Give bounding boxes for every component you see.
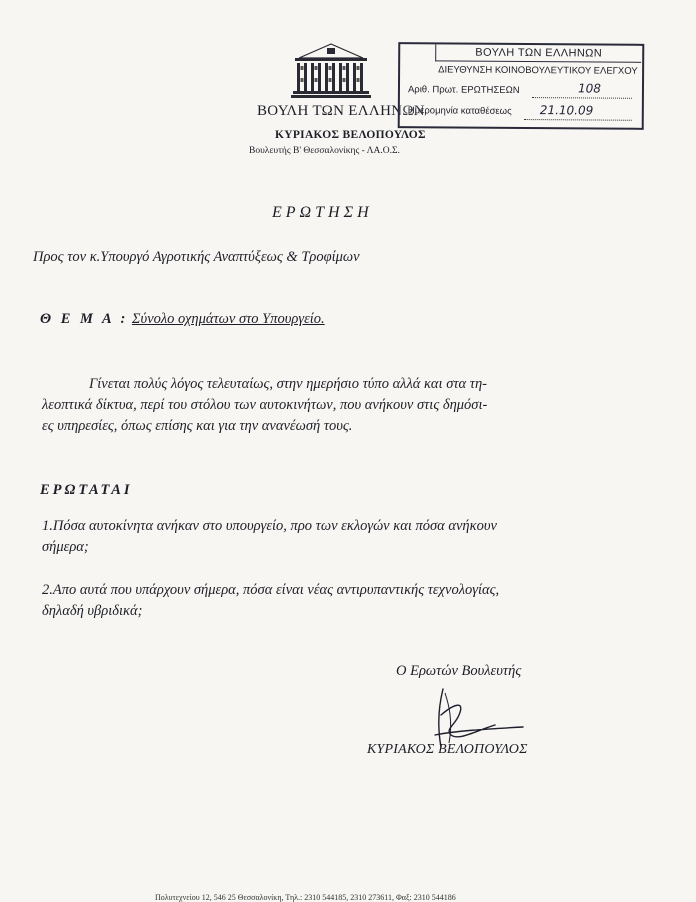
- body-paragraph: [42, 374, 632, 437]
- paragraph-line: λεοπτικά δίκτυα, περί του στόλου των αυτοκινήτων, που ανήκουν στις δημόσι-: [42, 397, 488, 413]
- stamp-directorate: ΔΙΕΥΘΥΝΣΗ ΚΟΙΝΟΒΟΥΛΕΥΤΙΚΟΥ ΕΛΕΓΧΟΥ: [438, 64, 638, 77]
- stamp-protocol-label: Αριθ. Πρωτ. ΕΡΩΤΗΣΕΩΝ: [407, 84, 520, 96]
- mp-name: ΚΥΡΙΑΚΟΣ ΒΕΛΟΠΟΥΛΟΣ: [275, 129, 426, 141]
- stamp-protocol-number: 108: [577, 81, 601, 96]
- question-line: δηλαδή υβριδικά;: [42, 603, 143, 619]
- signature-title: Ο Ερωτών Βουλευτής: [396, 663, 522, 679]
- question-line: 2.Απο αυτά που υπάρχουν σήμερα, πόσα είναι νέας αντιρυπαντικής τεχνολογίας,: [42, 582, 500, 598]
- subject-line: [40, 311, 325, 328]
- stamp-date-value: 21.10.09: [539, 103, 594, 118]
- parliament-building-icon: [291, 42, 371, 100]
- registration-stamp: [398, 42, 645, 130]
- subject-label: Θ Ε Μ Α :: [40, 311, 129, 327]
- question-2: [42, 580, 632, 622]
- footer-address: Πολυτεχνείου 12, 546 25 Θεσσαλονίκη, Τηλ.: 2310 544185, 2310 273611, Φαξ: 2310 544186: [155, 893, 456, 902]
- subject-text: Σύνολο οχημάτων στο Υπουργείο.: [131, 311, 325, 327]
- stamp-date-label: Ημερομηνία καταθέσεως: [407, 105, 512, 117]
- question-1: [42, 516, 632, 558]
- paragraph-line: ες υπηρεσίες, όπως επίσης και για την ανανέωσή τους.: [42, 418, 353, 434]
- recipient-line: Προς τον κ.Υπουργό Αγροτικής Αναπτύξεως & Τροφίμων: [33, 249, 360, 265]
- paragraph-line: Γίνεται πολύς λόγος τελευταίως, στην ημερήσιο τύπο αλλά και στα τη-: [89, 376, 487, 392]
- mp-role: Βουλευτής Β' Θεσσαλονίκης - ΛΑ.Ο.Σ.: [249, 146, 400, 156]
- institution-name: ΒΟΥΛΗ ΤΩΝ ΕΛΛΗΝΩΝ: [257, 103, 425, 119]
- question-line: 1.Πόσα αυτοκίνητα ανήκαν στο υπουργείο, προ των εκλογών και πόσα ανήκουν: [42, 518, 497, 534]
- questions-heading: ΕΡΩΤΑΤΑΙ: [40, 482, 133, 498]
- question-line: σήμερα;: [42, 539, 89, 555]
- signature-name: ΚΥΡΙΑΚΟΣ ΒΕΛΟΠΟΥΛΟΣ: [367, 742, 528, 757]
- document-title: ΕΡΩΤΗΣΗ: [272, 204, 373, 221]
- stamp-header: ΒΟΥΛΗ ΤΩΝ ΕΛΛΗΝΩΝ: [435, 44, 641, 62]
